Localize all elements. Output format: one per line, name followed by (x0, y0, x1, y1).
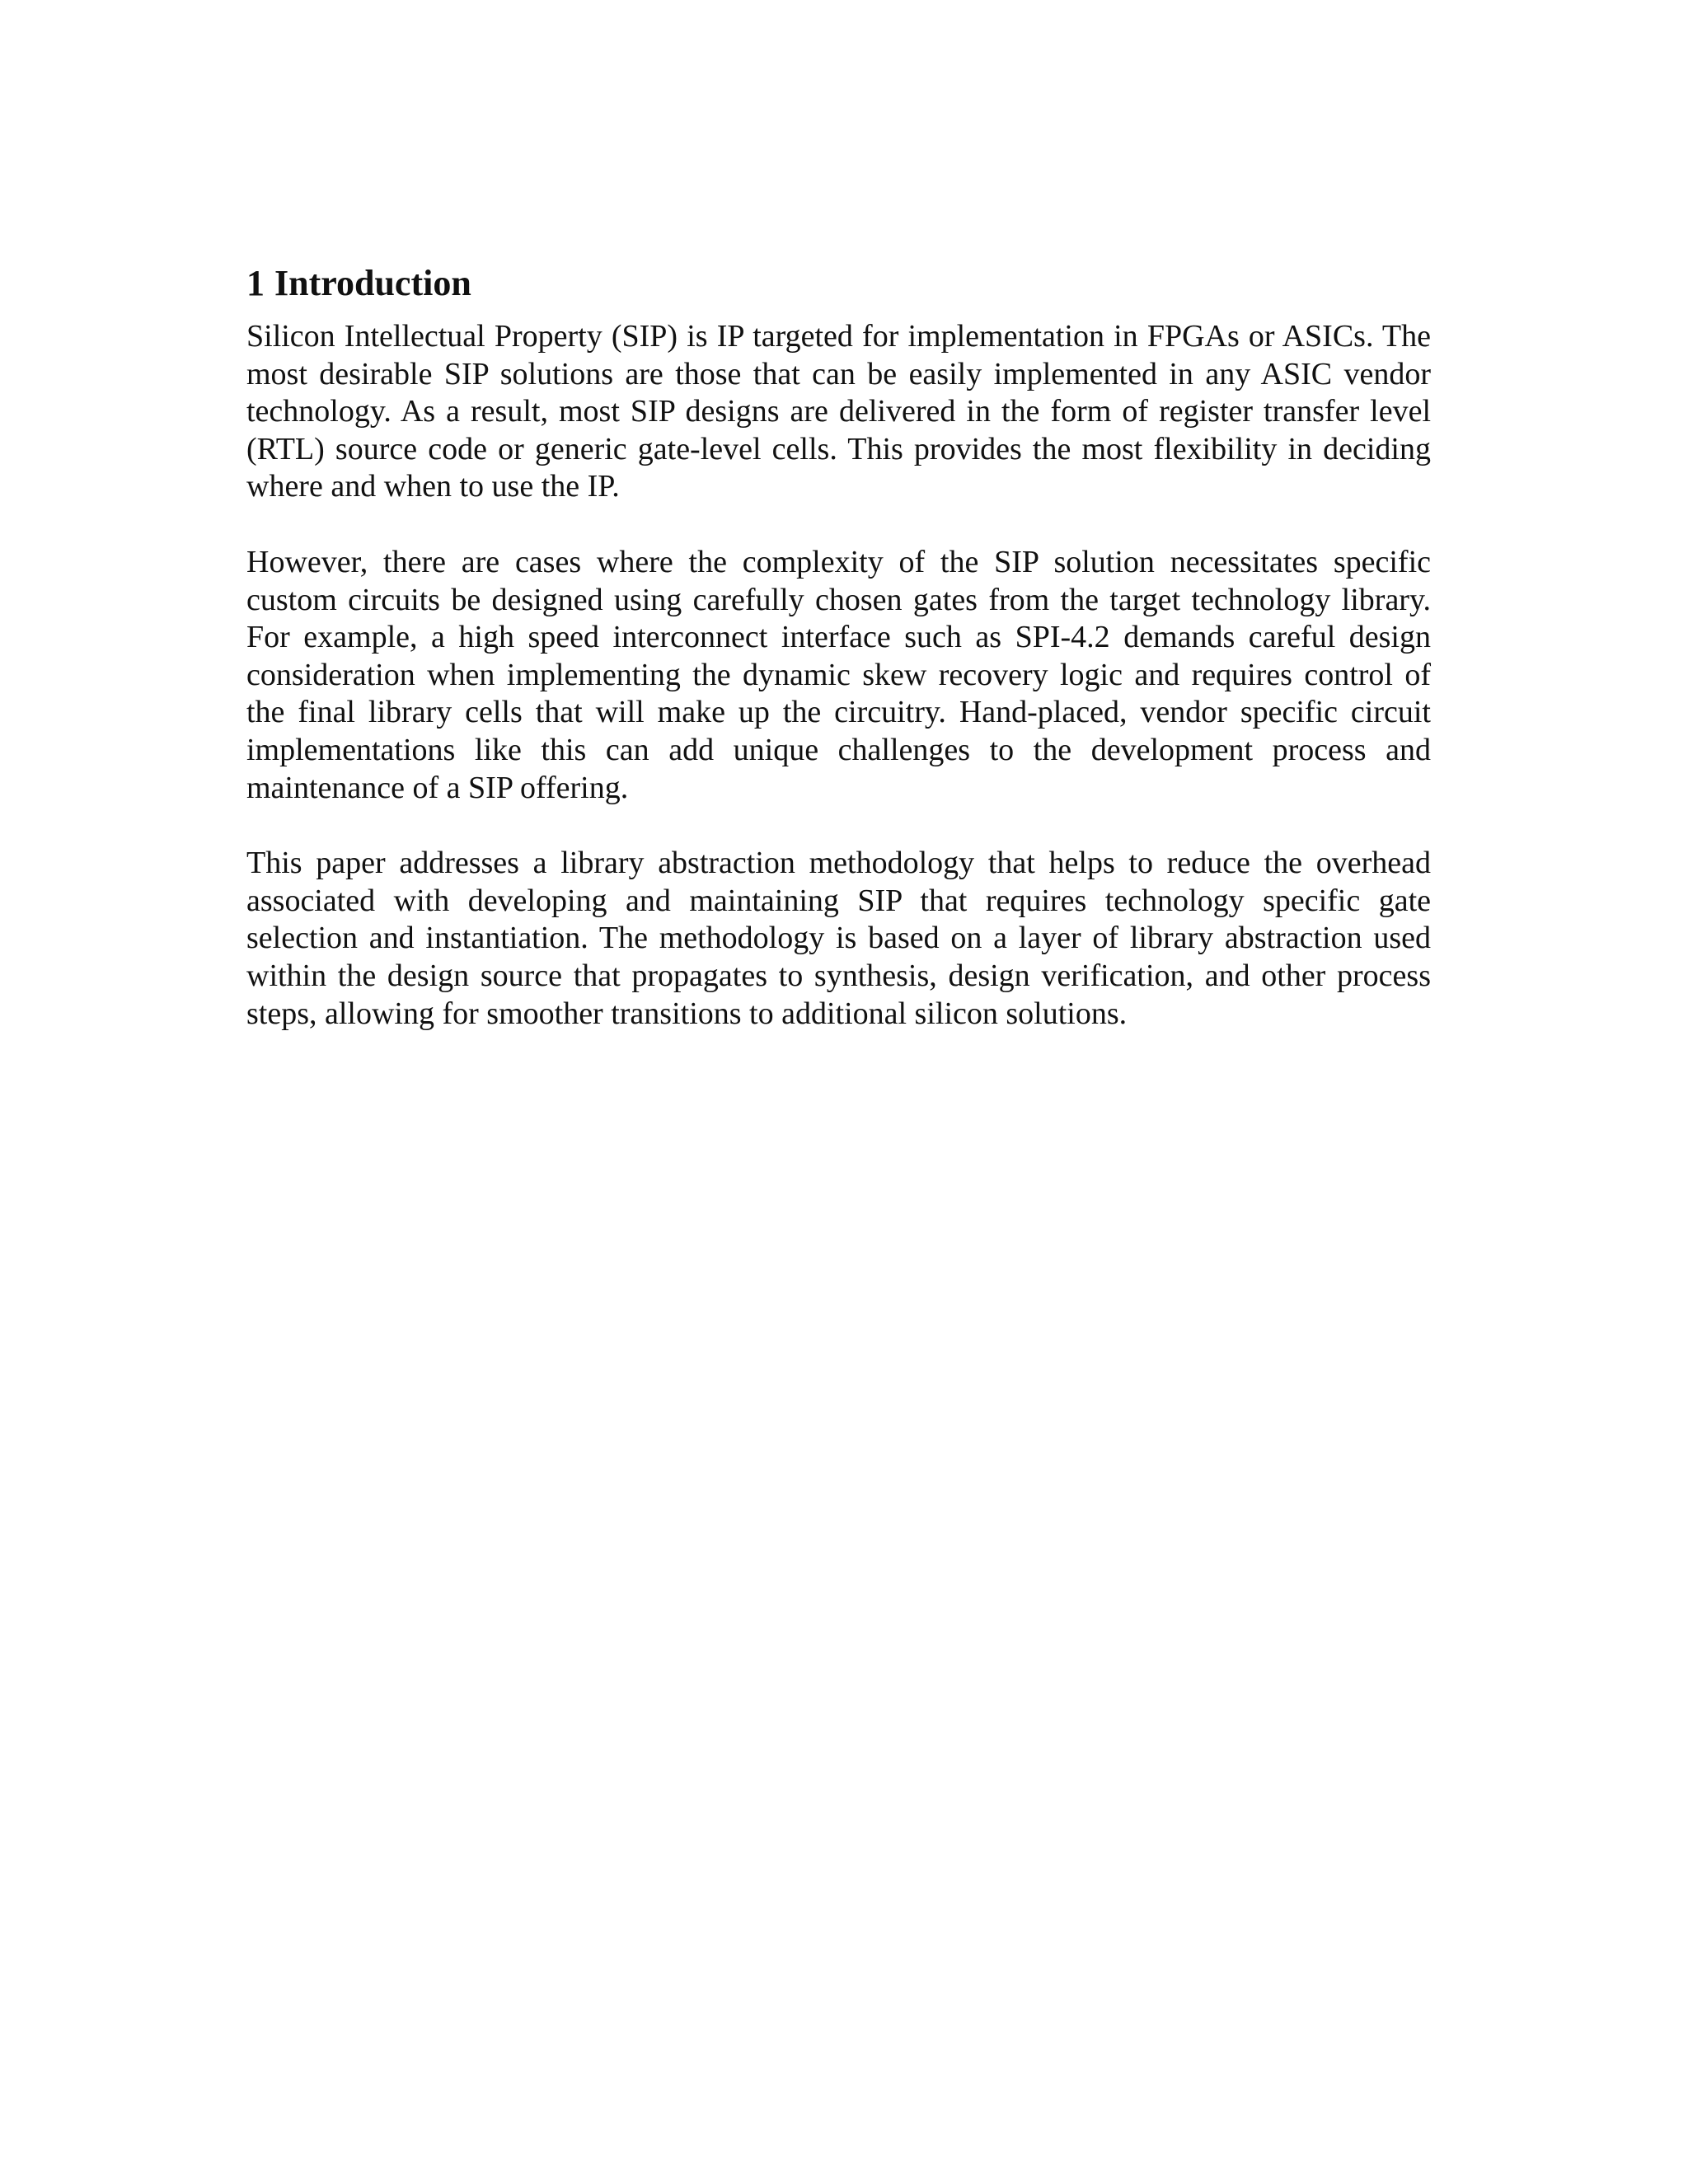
page-content (246, 262, 1431, 1071)
paragraph-3: This paper addresses a library abstraction methodology that helps to reduce the overhead associated with developing and maintaining SIP that requires technology specific gate selection and instantiation. The methodology is based on a layer of library abstraction used within the design source that propagates to synthesis, design verification, and other process steps, allowing for smoother transitions to additional silicon solutions. (246, 846, 1431, 1031)
section-number: 1 (246, 263, 265, 303)
section-title: Introduction (274, 263, 471, 303)
paragraph-2: However, there are cases where the complexity of the SIP solution necessitates specific custom circuits be designed using carefully chosen gates from the target technology library. For example, a high speed interconnect interface such as SPI-4.2 demands careful design consideration when implementing the dynamic skew recovery logic and requires control of the final library cells that will make up the circuitry. Hand-placed, vendor specific circuit implementations like this can add unique challenges to the development process and maintenance of a SIP offering. (246, 544, 1431, 805)
section-heading (246, 262, 1431, 305)
paragraph-1: Silicon Intellectual Property (SIP) is IP targeted for implementation in FPGAs or ASICs. The most desirable SIP solutions are those that can be easily implemented in any ASIC vendor technology. As a result, most SIP designs are delivered in the form of register transfer level (RTL) source code or generic gate-level cells. This provides the most flexibility in deciding where and when to use the IP. (246, 319, 1431, 504)
